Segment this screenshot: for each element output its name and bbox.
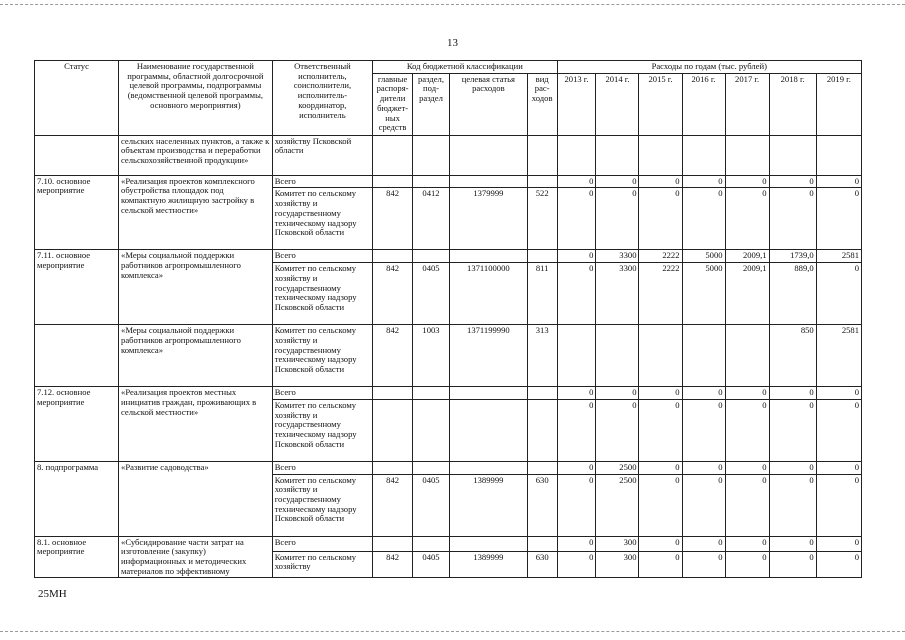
- header-year: 2014 г.: [596, 73, 639, 135]
- year-value: 1739,0: [769, 250, 816, 263]
- year-value: 0: [639, 474, 682, 536]
- year-value: 2222: [639, 250, 682, 263]
- year-value: 0: [725, 474, 769, 536]
- code-section: 0412: [413, 188, 450, 250]
- year-value: 0: [639, 536, 682, 551]
- row-status: 8.1. основное мероприятие: [35, 536, 119, 578]
- year-value: 0: [682, 461, 725, 474]
- scan-edge-bottom: [0, 631, 905, 632]
- table-row: [35, 175, 862, 188]
- code-target-item: 1389999: [449, 551, 527, 578]
- year-value: [557, 325, 596, 387]
- year-value: 5000: [682, 263, 725, 325]
- year-value: [639, 325, 682, 387]
- year-value: 0: [557, 263, 596, 325]
- table-row: [35, 325, 862, 387]
- row-name: «Меры социальной поддержки работников агропромышленного комплекса»: [119, 325, 273, 387]
- year-value: 0: [816, 188, 861, 250]
- year-value: 2009,1: [725, 263, 769, 325]
- table-row: [35, 250, 862, 263]
- year-value: 0: [596, 175, 639, 188]
- code-target-item: 1371100000: [449, 263, 527, 325]
- header-expenses: Расходы по годам (тыс. рублей): [557, 61, 861, 74]
- year-value: 0: [725, 387, 769, 400]
- year-value: 0: [639, 175, 682, 188]
- code-expense-type: 630: [527, 551, 557, 578]
- year-value: 2500: [596, 461, 639, 474]
- year-value: [682, 325, 725, 387]
- year-value: 0: [816, 399, 861, 461]
- code-target-item: 1379999: [449, 188, 527, 250]
- year-value: 0: [725, 551, 769, 578]
- code-section: 0405: [413, 474, 450, 536]
- code-main-manager: 842: [373, 325, 413, 387]
- table-row: [35, 135, 862, 175]
- footer-code: 25МН: [38, 588, 67, 600]
- row-executor: Всего: [272, 461, 372, 474]
- header-year: 2015 г.: [639, 73, 682, 135]
- header-year: 2016 г.: [682, 73, 725, 135]
- year-value: 0: [639, 551, 682, 578]
- code-target-item: 1389999: [449, 474, 527, 536]
- code-section: 0405: [413, 263, 450, 325]
- year-value: 3300: [596, 263, 639, 325]
- header-target-item: целевая статья расходов: [449, 73, 527, 135]
- year-value: 0: [557, 461, 596, 474]
- year-value: 0: [816, 461, 861, 474]
- code-expense-type: 522: [527, 188, 557, 250]
- year-value: 0: [596, 387, 639, 400]
- row-executor: Всего: [272, 387, 372, 400]
- year-value: 2009,1: [725, 250, 769, 263]
- header-name: Наименование государственной программы, областной долгосрочной целевой программы, подпрограммы (ведомственной целевой программы, основного мероприятия): [119, 61, 273, 136]
- year-value: 300: [596, 536, 639, 551]
- scan-edge-top: [0, 4, 905, 5]
- year-value: 889,0: [769, 263, 816, 325]
- year-value: 0: [769, 551, 816, 578]
- row-name: «Реализация проектов местных инициатив граждан, проживающих в сельской местности»: [119, 387, 273, 462]
- code-expense-type: 630: [527, 474, 557, 536]
- year-value: 0: [769, 399, 816, 461]
- year-value: 0: [816, 536, 861, 551]
- page-number: 13: [447, 37, 458, 49]
- code-main-manager: 842: [373, 551, 413, 578]
- header-row: [35, 61, 862, 74]
- year-value: 0: [769, 188, 816, 250]
- year-value: 0: [769, 474, 816, 536]
- code-target-item: 1371199990: [449, 325, 527, 387]
- year-value: 0: [816, 551, 861, 578]
- header-year: 2019 г.: [816, 73, 861, 135]
- year-value: 0: [682, 188, 725, 250]
- header-year: 2018 г.: [769, 73, 816, 135]
- table-row: [35, 387, 862, 400]
- header-year: 2013 г.: [557, 73, 596, 135]
- year-value: 0: [816, 263, 861, 325]
- year-value: 850: [769, 325, 816, 387]
- year-value: 0: [682, 474, 725, 536]
- code-main-manager: 842: [373, 263, 413, 325]
- year-value: 0: [725, 461, 769, 474]
- year-value: 0: [769, 387, 816, 400]
- year-value: 0: [725, 175, 769, 188]
- year-value: 2581: [816, 325, 861, 387]
- row-executor: хозяйству Псковской области: [272, 135, 372, 175]
- code-expense-type: 811: [527, 263, 557, 325]
- header-executor: Ответственный исполнитель, соисполнители, исполнитель-координатор, исполнитель: [272, 61, 372, 136]
- year-value: 0: [639, 399, 682, 461]
- year-value: 0: [725, 399, 769, 461]
- year-value: 2581: [816, 250, 861, 263]
- row-executor: Комитет по сельскому хозяйству и государственному техническому надзору Псковской области: [272, 399, 372, 461]
- year-value: 0: [769, 536, 816, 551]
- table-row: [35, 536, 862, 551]
- header-expense-type: вид рас-ходов: [527, 73, 557, 135]
- row-status: 7.12. основное мероприятие: [35, 387, 119, 462]
- code-section: 1003: [413, 325, 450, 387]
- row-executor: Комитет по сельскому хозяйству и государственному техническому надзору Псковской области: [272, 188, 372, 250]
- year-value: 0: [682, 175, 725, 188]
- year-value: 0: [557, 536, 596, 551]
- year-value: 0: [557, 188, 596, 250]
- code-section: 0405: [413, 551, 450, 578]
- year-value: 0: [682, 551, 725, 578]
- row-name: «Реализация проектов комплексного обустройства площадок под компактную жилищную застройку в сельской местности»: [119, 175, 273, 250]
- year-value: 0: [557, 474, 596, 536]
- year-value: 0: [816, 387, 861, 400]
- year-value: 0: [725, 536, 769, 551]
- row-name: сельских населенных пунктов, а также к объектам производства и переработки сельскохозяйственной продукции»: [119, 135, 273, 175]
- year-value: 2500: [596, 474, 639, 536]
- year-value: 0: [682, 387, 725, 400]
- year-value: [725, 325, 769, 387]
- code-main-manager: 842: [373, 474, 413, 536]
- row-name: «Субсидирование части затрат на изготовление (закупку) информационных и методических материалов по эффективному: [119, 536, 273, 578]
- year-value: 0: [596, 399, 639, 461]
- table-row: [35, 461, 862, 474]
- header-section: раздел, под-раздел: [413, 73, 450, 135]
- row-name: «Развитие садоводства»: [119, 461, 273, 536]
- row-status: 7.10. основное мероприятие: [35, 175, 119, 250]
- year-value: 0: [769, 461, 816, 474]
- year-value: 300: [596, 551, 639, 578]
- year-value: 5000: [682, 250, 725, 263]
- year-value: 0: [557, 387, 596, 400]
- row-executor: Комитет по сельскому хозяйству и государственному техническому надзору Псковской области: [272, 474, 372, 536]
- year-value: 3300: [596, 250, 639, 263]
- year-value: 0: [639, 387, 682, 400]
- year-value: 0: [639, 461, 682, 474]
- year-value: 0: [557, 551, 596, 578]
- year-value: 2222: [639, 263, 682, 325]
- code-main-manager: 842: [373, 188, 413, 250]
- row-executor: Комитет по сельскому хозяйству и государственному техническому надзору Псковской области: [272, 263, 372, 325]
- year-value: 0: [682, 536, 725, 551]
- year-value: 0: [816, 474, 861, 536]
- year-value: 0: [557, 175, 596, 188]
- row-executor: Всего: [272, 536, 372, 551]
- year-value: 0: [557, 399, 596, 461]
- code-expense-type: 313: [527, 325, 557, 387]
- year-value: 0: [816, 175, 861, 188]
- year-value: [596, 325, 639, 387]
- year-value: 0: [596, 188, 639, 250]
- row-executor: Комитет по сельскому хозяйству и государственному техническому надзору Псковской области: [272, 325, 372, 387]
- year-value: 0: [639, 188, 682, 250]
- budget-table: [34, 60, 862, 578]
- row-executor: Всего: [272, 250, 372, 263]
- row-executor: Всего: [272, 175, 372, 188]
- header-year: 2017 г.: [725, 73, 769, 135]
- row-executor: Комитет по сельскому хозяйству: [272, 551, 372, 578]
- row-status: 7.11. основное мероприятие: [35, 250, 119, 325]
- header-main-manager: главные распоря-дители бюджет-ных средств: [373, 73, 413, 135]
- year-value: 0: [557, 250, 596, 263]
- year-value: 0: [682, 399, 725, 461]
- header-status: Статус: [35, 61, 119, 136]
- header-budget-code: Код бюджетной классификации: [373, 61, 557, 74]
- year-value: 0: [769, 175, 816, 188]
- year-value: 0: [725, 188, 769, 250]
- row-name: «Меры социальной поддержки работников агропромышленного комплекса»: [119, 250, 273, 325]
- row-status: 8. подпрограмма: [35, 461, 119, 536]
